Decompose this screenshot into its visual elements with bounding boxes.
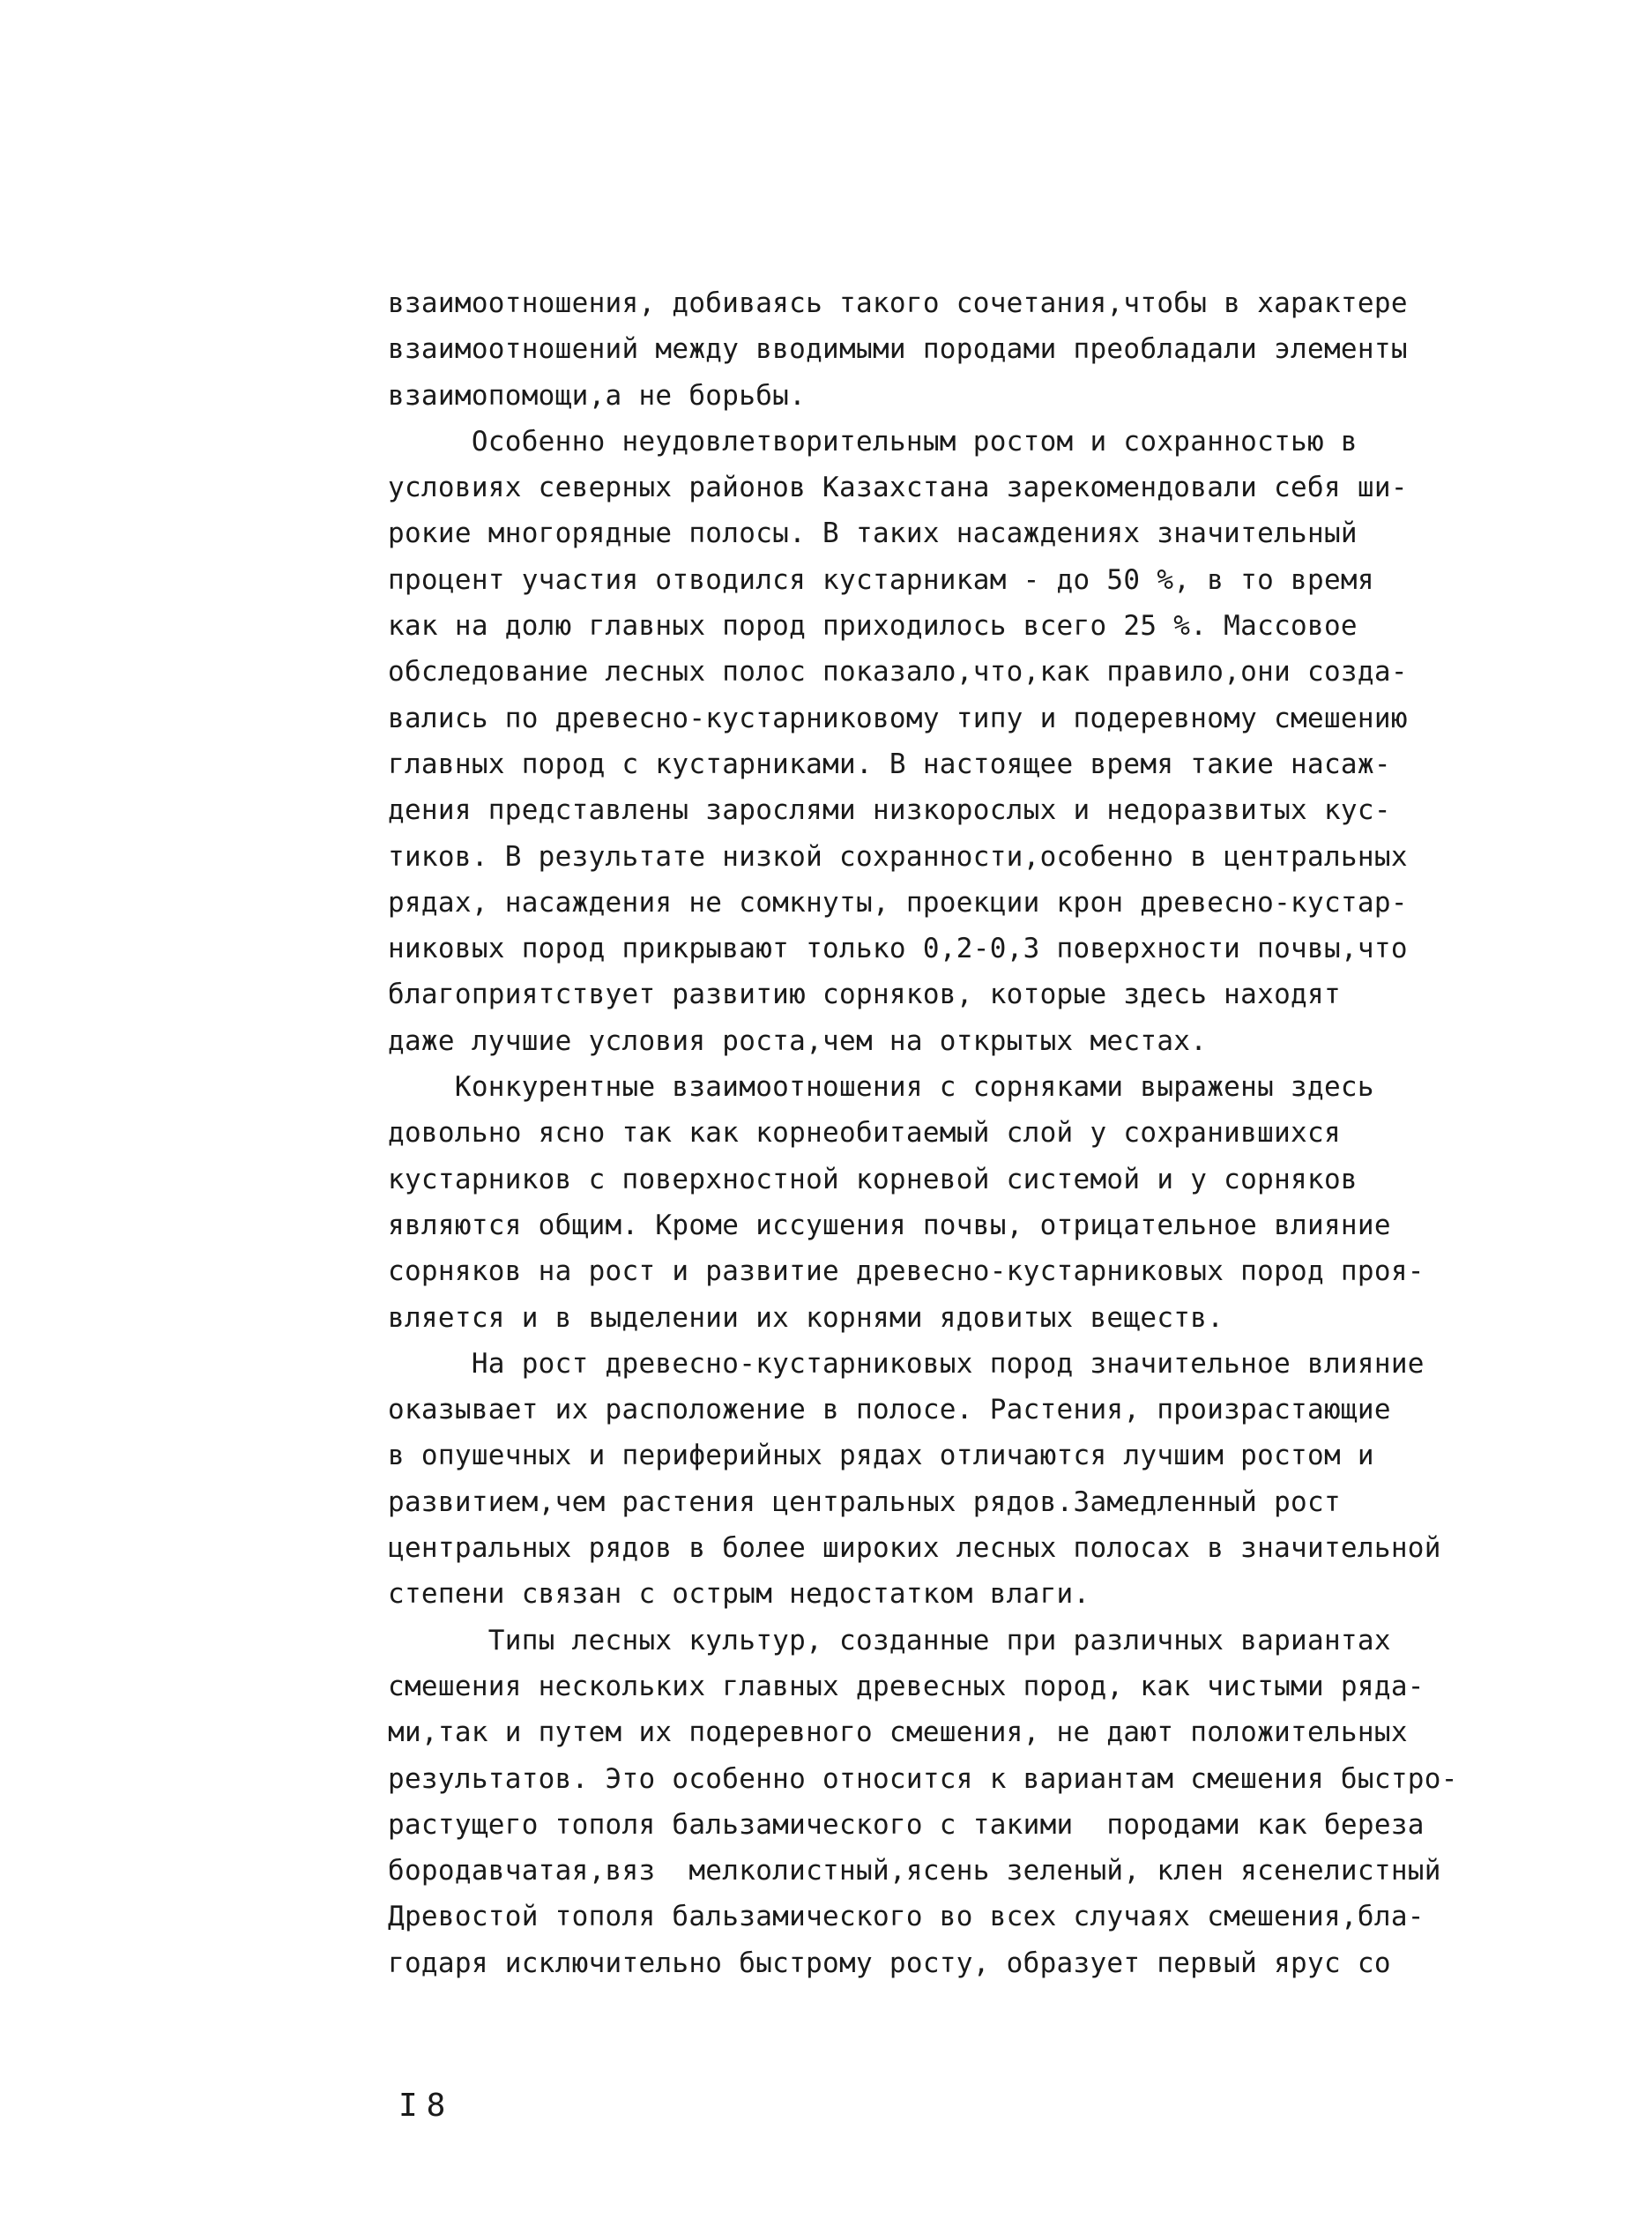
text-line: вались по древесно-кустарниковому типу и подеревному смешению — [388, 702, 1408, 734]
text-line: процент участия отводился кустарникам - до 50 %, в то время — [388, 563, 1374, 596]
text-line: развитием,чем растения центральных рядов.Замедленный рост — [388, 1485, 1341, 1518]
text-line: На рост древесно-кустарниковых пород значительное влияние — [388, 1347, 1425, 1380]
text-line: сорняков на рост и развитие древесно-кустарниковых пород проя- — [388, 1255, 1425, 1288]
text-line: взаимопомощи,а не борьбы. — [388, 379, 807, 412]
text-line: Конкурентные взаимоотношения с сорняками выражены здесь — [388, 1071, 1374, 1104]
text-line: вляется и в выделении их корнями ядовитых веществ. — [388, 1301, 1224, 1334]
text-line: результатов. Это особенно относится к вариантам смешения быстро- — [388, 1762, 1458, 1795]
text-line: центральных рядов в более широких лесных полосах в значительной — [388, 1532, 1441, 1565]
text-line: являются общим. Кроме иссушения почвы, отрицательное влияние — [388, 1209, 1391, 1241]
text-line: в опушечных и периферийных рядах отличаются лучшим ростом и — [388, 1440, 1374, 1472]
text-line: ми,так и путем их подеревного смешения, не дают положительных — [388, 1716, 1408, 1749]
text-line: рокие многорядные полосы. В таких насаждениях значительный — [388, 517, 1358, 550]
text-line: благоприятствует развитию сорняков, которые здесь находят — [388, 979, 1341, 1011]
text-line: степени связан с острым недостатком влаги. — [388, 1578, 1090, 1611]
text-line: Типы лесных культур, созданные при различных вариантах — [388, 1624, 1391, 1656]
text-line: взаимоотношений между вводимыми породами преобладали элементы — [388, 333, 1408, 366]
text-line: дения представлены зарослями низкорослых и недоразвитых кус- — [388, 794, 1391, 827]
text-line: растущего тополя бальзамического с такими породами как береза — [388, 1808, 1425, 1841]
text-line: взаимоотношения, добиваясь такого сочетания,чтобы в характере — [388, 287, 1408, 319]
text-line: кустарников с поверхностной корневой системой и у сорняков — [388, 1163, 1358, 1195]
text-line: годаря исключительно быстрому росту, образует первый ярус со — [388, 1947, 1391, 1979]
text-line: Древостой тополя бальзамического во всех случаях смешения,бла- — [388, 1901, 1425, 1933]
text-line: тиков. В результате низкой сохранности,особенно в центральных — [388, 840, 1408, 873]
text-line: главных пород с кустарниками. В настоящее время такие насаж- — [388, 748, 1391, 780]
text-line: бородавчатая,вяз мелколистный,ясень зеленый, клен ясенелистный — [388, 1855, 1441, 1887]
text-line: оказывает их расположение в полосе. Растения, произрастающие — [388, 1394, 1391, 1426]
body-text — [388, 280, 1569, 1986]
text-line: довольно ясно так как корнеобитаемый слой у сохранившихся — [388, 1117, 1341, 1150]
text-line: рядах, насаждения не сомкнуты, проекции крон древесно-кустар- — [388, 886, 1408, 919]
text-line: смешения нескольких главных древесных пород, как чистыми ряда- — [388, 1670, 1425, 1702]
text-line: Особенно неудовлетворительным ростом и сохранностью в — [388, 425, 1358, 458]
text-line: как на долю главных пород приходилось всего 25 %. Массовое — [388, 610, 1358, 643]
text-line: никовых пород прикрывают только 0,2-0,3 поверхности почвы,что — [388, 933, 1408, 965]
text-line: условиях северных районов Казахстана зарекомендовали себя ши- — [388, 472, 1408, 504]
page-number: I8 — [398, 2088, 455, 2124]
text-line: обследование лесных полос показало,что,как правило,они созда- — [388, 656, 1408, 689]
text-line: даже лучшие условия роста,чем на открытых местах. — [388, 1024, 1208, 1057]
